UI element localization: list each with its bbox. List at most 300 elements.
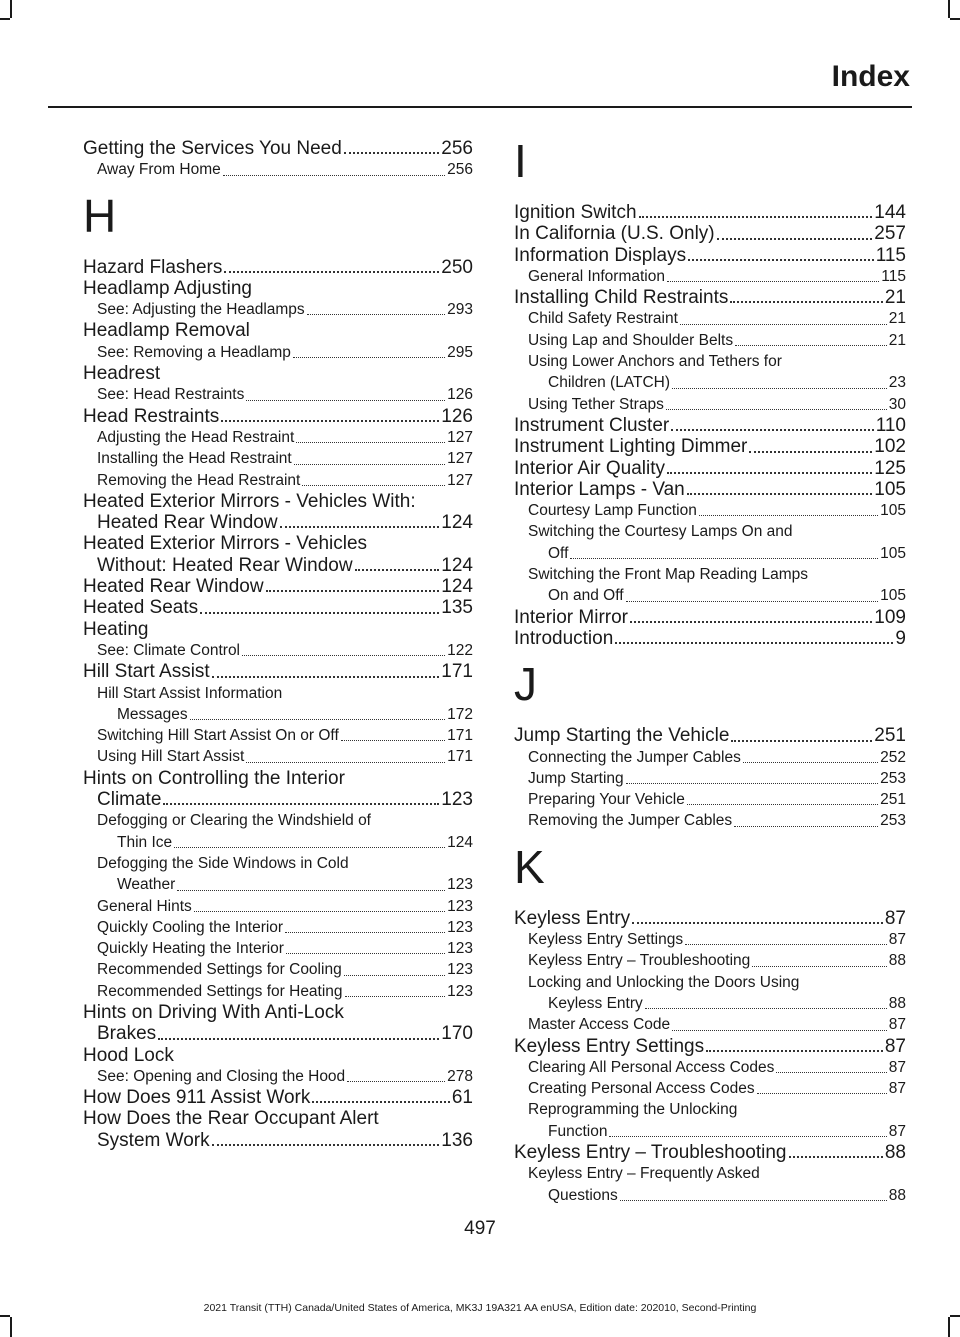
dot-leader (752, 966, 886, 967)
crop-mark (0, 1315, 10, 1317)
entry-text: Head Restraints (83, 405, 220, 427)
entry-page-number: 87 (888, 931, 906, 949)
dot-leader (626, 783, 878, 784)
index-subentry[interactable] (514, 1163, 906, 1206)
crop-mark (948, 1317, 950, 1337)
entry-page-number: 123 (447, 897, 473, 915)
entry-page-number: 252 (880, 748, 906, 766)
entry-page-number: 9 (895, 627, 906, 649)
dot-leader (294, 464, 445, 465)
dot-leader (163, 803, 439, 805)
entry-text: Jump Starting the Vehicle (514, 725, 730, 747)
entry-text: Quickly Cooling the Interior (97, 918, 284, 936)
entry-page-number: 251 (880, 791, 906, 809)
dot-leader (280, 526, 440, 528)
dot-leader (174, 847, 445, 848)
entry-page-number: 171 (447, 748, 473, 766)
index-entry[interactable] (514, 1142, 906, 1163)
index-subentry[interactable] (83, 725, 473, 746)
entry-text: Recommended Settings for Heating (97, 982, 343, 1000)
entry-text: See: Head Restraints (97, 386, 245, 404)
entry-text: Reprogramming the Unlocking (528, 1101, 738, 1119)
dot-leader (200, 612, 439, 614)
dot-leader (735, 345, 887, 346)
index-subentry[interactable] (514, 1014, 906, 1035)
index-entry[interactable] (514, 223, 906, 244)
entry-text: Hints on Driving With Anti-Lock (83, 1001, 344, 1023)
index-subentry[interactable] (514, 747, 906, 768)
entry-page-number: 144 (874, 202, 906, 223)
index-subentry[interactable] (83, 810, 473, 853)
index-subentry[interactable] (514, 1099, 906, 1142)
entry-page-number: 110 (875, 414, 906, 436)
entry-text: Defogging or Clearing the Windshield of (97, 812, 371, 830)
entry-page-number: 87 (888, 1016, 906, 1034)
dot-leader (355, 569, 440, 571)
index-subentry[interactable] (514, 789, 906, 810)
entry-text: Keyless Entry – Troubleshooting (514, 1141, 787, 1163)
dot-leader (344, 152, 440, 154)
dot-leader (286, 953, 445, 954)
index-subentry[interactable] (514, 810, 906, 831)
entry-page-number: 253 (880, 769, 906, 787)
entry-page-number: 105 (880, 587, 906, 605)
dot-leader (685, 944, 887, 945)
entry-text: Adjusting the Head Restraint (97, 428, 295, 446)
entry-page-number: 295 (447, 343, 473, 361)
dot-leader (687, 804, 878, 805)
entry-text: See: Climate Control (97, 641, 241, 659)
dot-leader (307, 314, 445, 315)
entry-text: Instrument Lighting Dimmer (514, 436, 748, 458)
index-entry[interactable] (83, 406, 473, 427)
index-entry[interactable] (83, 576, 473, 597)
dot-leader (688, 259, 874, 261)
dot-leader (224, 271, 439, 273)
entry-continuation (528, 585, 906, 606)
index-subentry[interactable] (514, 972, 906, 1015)
entry-page-number: 115 (881, 267, 906, 285)
dot-leader (615, 642, 893, 644)
dot-leader (347, 1081, 445, 1082)
dot-leader (341, 740, 445, 741)
index-entry[interactable] (83, 1002, 473, 1045)
index-heading: Headlamp Adjusting (83, 277, 252, 299)
dot-leader (639, 216, 873, 218)
header-divider (48, 106, 912, 108)
entry-text: Away From Home (97, 161, 221, 179)
dot-leader (687, 493, 873, 495)
entry-text: Master Access Code (528, 1016, 671, 1034)
dot-leader (789, 1156, 883, 1158)
entry-text-continued: Function (548, 1122, 608, 1140)
entry-page-number: 87 (888, 1080, 906, 1098)
entry-page-number: 87 (884, 907, 906, 929)
index-subentry[interactable] (514, 564, 906, 607)
index-subentry[interactable] (83, 427, 473, 448)
index-entry[interactable] (514, 725, 906, 746)
dot-leader (246, 400, 445, 401)
index-entry[interactable] (514, 287, 906, 308)
entry-page-number: 21 (888, 331, 906, 349)
entry-page-number: 105 (880, 544, 906, 562)
entry-text-continued: Children (LATCH) (548, 374, 671, 392)
entry-text: Hill Start Assist Information (97, 684, 283, 702)
dot-leader (242, 655, 445, 656)
entry-page-number: 123 (447, 982, 473, 1000)
entry-text: Heated Exterior Mirrors - Vehicles With: (83, 490, 416, 512)
entry-page-number: 123 (447, 918, 473, 936)
dot-leader (699, 515, 878, 516)
entry-text: Removing the Jumper Cables (528, 812, 733, 830)
entry-text: Using Lower Anchors and Tethers for (528, 353, 782, 371)
dot-leader (717, 238, 873, 240)
dot-leader (680, 324, 887, 325)
index-subentry[interactable] (83, 640, 473, 661)
dot-leader (609, 1136, 886, 1137)
crop-mark (950, 1315, 960, 1317)
entry-page-number: 124 (441, 576, 473, 598)
entry-text-continued: Brakes (97, 1023, 157, 1045)
entry-page-number: 251 (874, 725, 906, 747)
dot-leader (743, 762, 878, 763)
index-entry[interactable] (514, 458, 906, 479)
index-entry[interactable] (83, 768, 473, 811)
dot-leader (212, 676, 440, 678)
entry-text-continued: Keyless Entry (548, 994, 643, 1012)
index-entry[interactable] (83, 1087, 473, 1108)
page-number: 497 (464, 1218, 496, 1239)
crop-mark (948, 0, 950, 18)
entry-text-continued: On and Off (548, 587, 624, 605)
index-subentry[interactable] (514, 394, 906, 415)
entry-continuation (528, 1185, 906, 1206)
dot-leader (221, 420, 439, 422)
index-subentry[interactable] (83, 938, 473, 959)
entry-page-number: 124 (447, 833, 473, 851)
entry-text: Keyless Entry (514, 907, 631, 929)
entry-continuation (83, 555, 473, 576)
dot-leader (158, 1038, 439, 1040)
entry-text-continued: System Work (97, 1129, 210, 1151)
entry-text: Keyless Entry – Frequently Asked (528, 1165, 760, 1183)
index-subentry[interactable] (83, 746, 473, 767)
entry-continuation (83, 512, 473, 533)
dot-leader (730, 301, 882, 303)
entry-continuation (528, 993, 906, 1014)
index-subentry[interactable] (514, 950, 906, 971)
entry-text: Recommended Settings for Cooling (97, 961, 342, 979)
index-heading: Heating (83, 618, 149, 640)
index-letter-heading: H (83, 189, 117, 242)
dot-leader (671, 429, 873, 431)
entry-continuation (97, 832, 473, 853)
dot-leader (666, 409, 887, 410)
entry-text: Removing the Head Restraint (97, 471, 301, 489)
entry-page-number: 136 (441, 1129, 473, 1151)
index-letter-heading: J (514, 658, 537, 711)
entry-page-number: 87 (888, 1058, 906, 1076)
index-subentry[interactable] (83, 853, 473, 896)
entry-text: Connecting the Jumper Cables (528, 748, 741, 766)
dot-leader (570, 558, 878, 559)
dot-leader (620, 1200, 887, 1201)
entry-page-number: 171 (441, 661, 473, 683)
index-subentry[interactable] (83, 1066, 473, 1087)
index-entry[interactable] (514, 202, 906, 223)
entry-page-number: 102 (874, 436, 906, 458)
index-column-left (83, 138, 473, 1151)
index-subentry[interactable] (514, 768, 906, 789)
index-heading: Headrest (83, 363, 161, 385)
index-subentry[interactable] (83, 959, 473, 980)
entry-continuation (83, 1023, 473, 1044)
entry-text: Keyless Entry Settings (528, 931, 684, 949)
entry-page-number: 170 (441, 1023, 473, 1045)
index-subentry[interactable] (514, 929, 906, 950)
dot-leader (177, 890, 445, 891)
index-entry[interactable] (514, 607, 906, 628)
entry-text: Using Tether Straps (528, 395, 664, 413)
entry-text: Introduction (514, 627, 614, 649)
entry-text: Creating Personal Access Codes (528, 1080, 755, 1098)
dot-leader (706, 1050, 883, 1052)
index-entry[interactable] (514, 908, 906, 929)
index-subentry[interactable] (514, 351, 906, 394)
dot-leader (296, 442, 445, 443)
entry-text: See: Removing a Headlamp (97, 343, 291, 361)
entry-page-number: 88 (888, 952, 906, 970)
entry-text: Getting the Services You Need (83, 138, 342, 159)
entry-text: General Hints (97, 897, 192, 915)
crop-mark (10, 0, 12, 18)
index-subentry[interactable] (83, 981, 473, 1002)
entry-text: Keyless Entry – Troubleshooting (528, 952, 751, 970)
entry-page-number: 253 (880, 812, 906, 830)
entry-text: Interior Air Quality (514, 457, 665, 479)
entry-page-number: 124 (441, 554, 473, 576)
entry-continuation (83, 789, 473, 810)
dot-leader (632, 922, 883, 924)
dot-leader (630, 621, 872, 623)
entry-page-number: 127 (447, 471, 473, 489)
entry-text-continued: Questions (548, 1186, 618, 1204)
index-entry[interactable] (514, 245, 906, 266)
dot-leader (312, 1101, 449, 1103)
entry-page-number: 135 (441, 597, 473, 619)
entry-text: Hints on Controlling the Interior (83, 767, 345, 789)
entry-page-number: 115 (875, 244, 906, 266)
entry-page-number: 127 (447, 428, 473, 446)
entry-text: Switching Hill Start Assist On or Off (97, 727, 339, 745)
index-subentry[interactable] (83, 917, 473, 938)
dot-leader (667, 472, 872, 474)
dot-leader (345, 996, 446, 997)
index-heading: Headlamp Removal (83, 320, 250, 342)
index-subentry[interactable] (83, 159, 473, 180)
dot-leader (344, 975, 445, 976)
entry-page-number: 88 (888, 1186, 906, 1204)
entry-page-number: 293 (447, 301, 473, 319)
entry-text: Information Displays (514, 244, 687, 266)
entry-text: Locking and Unlocking the Doors Using (528, 973, 800, 991)
index-subentry[interactable] (83, 384, 473, 405)
entry-text: See: Adjusting the Headlamps (97, 301, 305, 319)
entry-text: Child Safety Restraint (528, 310, 678, 328)
index-subentry[interactable] (514, 308, 906, 329)
entry-page-number: 127 (447, 450, 473, 468)
index-entry[interactable] (83, 138, 473, 159)
index-heading: Hood Lock (83, 1044, 174, 1066)
page-title: Index (831, 60, 910, 93)
index-subentry[interactable] (83, 342, 473, 363)
entry-page-number: 21 (888, 310, 906, 328)
index-entry[interactable] (514, 479, 906, 500)
index-letter-heading: K (514, 840, 545, 893)
entry-page-number: 30 (888, 395, 906, 413)
entry-page-number: 171 (447, 727, 473, 745)
index-subentry[interactable] (514, 1078, 906, 1099)
index-entry[interactable] (83, 257, 473, 278)
entry-text: Using Hill Start Assist (97, 748, 245, 766)
entry-text: Ignition Switch (514, 202, 637, 223)
dot-leader (626, 601, 879, 602)
index-subentry[interactable] (83, 448, 473, 469)
entry-continuation (83, 1130, 473, 1151)
index-entry[interactable] (83, 1108, 473, 1151)
entry-text: Interior Mirror (514, 606, 629, 628)
entry-page-number: 109 (874, 606, 906, 628)
dot-leader (749, 451, 872, 453)
index-entry[interactable] (83, 661, 473, 682)
crop-mark (0, 18, 10, 20)
entry-text-continued: Without: Heated Rear Window (97, 554, 353, 576)
dot-leader (190, 719, 445, 720)
entry-page-number: 105 (874, 478, 906, 500)
index-subentry[interactable] (514, 1057, 906, 1078)
footer-edition: 2021 Transit (TTH) Canada/United States of America, MK3J 19A321 AA enUSA, Edition date: 202010, Second-Printing (203, 1302, 757, 1314)
entry-page-number: 278 (447, 1067, 473, 1085)
entry-text-continued: Weather (117, 876, 176, 894)
index-subentry[interactable] (83, 683, 473, 726)
index-subentry[interactable] (83, 299, 473, 320)
entry-continuation (528, 1121, 906, 1142)
entry-text: General Information (528, 267, 665, 285)
entry-text-continued: Off (548, 544, 569, 562)
entry-page-number: 88 (884, 1141, 906, 1163)
entry-text: Clearing All Personal Access Codes (528, 1058, 775, 1076)
dot-leader (194, 911, 445, 912)
index-entry[interactable] (514, 628, 906, 649)
index-letter-heading: I (514, 135, 527, 187)
index-subentry[interactable] (83, 896, 473, 917)
entry-page-number: 172 (447, 705, 473, 723)
index-subentry[interactable] (514, 500, 906, 521)
entry-page-number: 126 (447, 386, 473, 404)
entry-text: Installing Child Restraints (514, 287, 729, 309)
entry-text: Hill Start Assist (83, 661, 210, 683)
entry-text-continued: Climate (97, 789, 162, 811)
entry-text: Courtesy Lamp Function (528, 502, 697, 520)
dot-leader (734, 826, 878, 827)
entry-text: Heated Exterior Mirrors - Vehicles (83, 533, 368, 555)
dot-leader (776, 1072, 886, 1073)
entry-continuation (528, 543, 906, 564)
index-column-right (514, 135, 906, 1206)
index-entry[interactable] (83, 597, 473, 618)
entry-page-number: 125 (874, 457, 906, 479)
entry-page-number: 256 (441, 138, 473, 159)
entry-text: Heated Seats (83, 597, 199, 619)
entry-page-number: 257 (874, 223, 906, 245)
entry-page-number: 61 (451, 1087, 473, 1109)
dot-leader (645, 1008, 887, 1009)
dot-leader (223, 175, 445, 176)
index-subentry[interactable] (514, 330, 906, 351)
entry-text-continued: Heated Rear Window (97, 512, 278, 534)
entry-text: Quickly Heating the Interior (97, 940, 284, 958)
index-entry[interactable] (514, 1036, 906, 1057)
entry-page-number: 122 (447, 641, 473, 659)
dot-leader (302, 485, 445, 486)
entry-text-continued: Messages (117, 705, 188, 723)
entry-page-number: 23 (888, 374, 906, 392)
entry-page-number: 21 (884, 287, 906, 309)
entry-page-number: 88 (888, 994, 906, 1012)
entry-page-number: 123 (441, 789, 473, 811)
entry-continuation (97, 874, 473, 895)
entry-page-number: 105 (880, 502, 906, 520)
entry-text: Switching the Courtesy Lamps On and (528, 523, 793, 541)
entry-page-number: 250 (441, 256, 473, 278)
index-subentry[interactable] (514, 521, 906, 564)
crop-mark (10, 1317, 12, 1337)
entry-text: Hazard Flashers (83, 256, 223, 278)
entry-page-number: 123 (447, 940, 473, 958)
entry-text: Jump Starting (528, 769, 624, 787)
index-entry[interactable] (514, 436, 906, 457)
entry-text: See: Opening and Closing the Hood (97, 1067, 346, 1085)
index-entry[interactable] (83, 491, 473, 534)
entry-page-number: 87 (884, 1035, 906, 1057)
entry-page-number: 256 (447, 161, 473, 179)
index-entry[interactable] (514, 415, 906, 436)
dot-leader (672, 1030, 887, 1031)
entry-continuation (97, 704, 473, 725)
dot-leader (212, 1144, 440, 1146)
dot-leader (757, 1093, 887, 1094)
dot-leader (266, 590, 440, 592)
dot-leader (731, 740, 872, 742)
entry-text: Heated Rear Window (83, 576, 264, 598)
entry-text: Installing the Head Restraint (97, 450, 292, 468)
entry-text: Using Lap and Shoulder Belts (528, 331, 734, 349)
index-subentry[interactable] (83, 470, 473, 491)
entry-text: Defogging the Side Windows in Cold (97, 854, 349, 872)
entry-text: Instrument Cluster (514, 414, 670, 436)
index-subentry[interactable] (514, 266, 906, 287)
entry-page-number: 124 (441, 512, 473, 534)
crop-mark (950, 18, 960, 20)
entry-text: How Does the Rear Occupant Alert (83, 1108, 379, 1130)
entry-page-number: 123 (447, 961, 473, 979)
entry-text: In California (U.S. Only) (514, 223, 715, 245)
entry-page-number: 123 (447, 876, 473, 894)
entry-page-number: 87 (888, 1122, 906, 1140)
dot-leader (672, 388, 887, 389)
entry-text: Keyless Entry Settings (514, 1035, 705, 1057)
index-entry[interactable] (83, 533, 473, 576)
